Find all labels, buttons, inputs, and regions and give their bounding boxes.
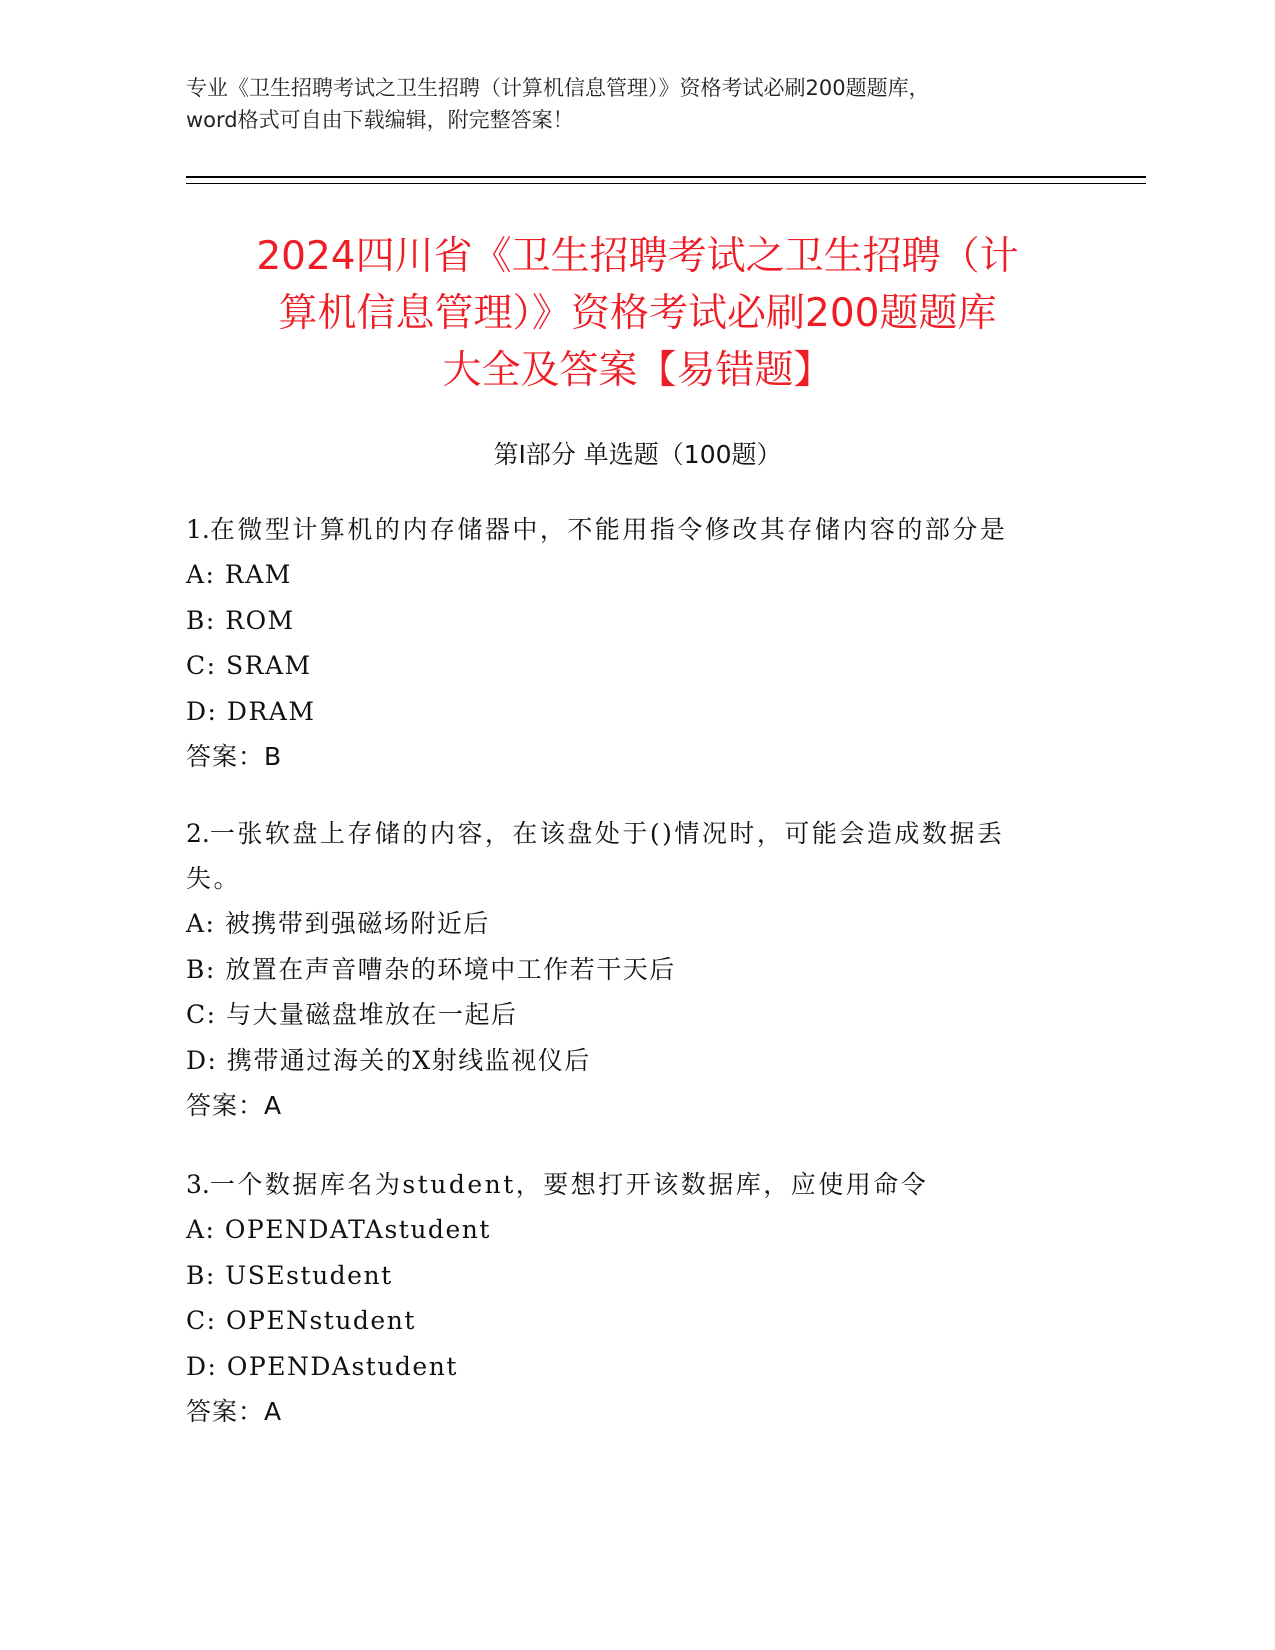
question-stem-line-1: 一个数据库名为student，要想打开该数据库，应使用命令 <box>209 1170 929 1199</box>
question-number: 3. <box>186 1170 210 1199</box>
question-number: 2. <box>186 819 210 848</box>
header-note-line-1: 专业《卫生招聘考试之卫生招聘（计算机信息管理）》资格考试必刷200题题库， <box>186 76 930 100</box>
option-d: D: DRAM <box>186 696 316 726</box>
question-1 <box>186 507 1066 779</box>
answer: 答案：B <box>186 742 283 771</box>
option-b: B: USEstudent <box>186 1260 393 1290</box>
option-c: C: SRAM <box>186 651 312 680</box>
question-3 <box>186 1162 1066 1434</box>
question-text <box>186 507 1066 552</box>
option-c: C: 与大量磁盘堆放在一起后 <box>186 1000 518 1029</box>
option-b: B: 放置在声音嘈杂的环境中工作若干天后 <box>186 954 676 984</box>
document-title <box>150 228 1125 399</box>
option-a: A: RAM <box>186 560 292 589</box>
question-stem-line-1: 一张软盘上存储的内容，在该盘处于()情况时，可能会造成数据丢 <box>209 819 1005 848</box>
section-heading: 第Ⅰ部分 单选题（100题） <box>493 440 782 469</box>
option-d: D: OPENDAstudent <box>186 1351 458 1381</box>
option-c: C: OPENstudent <box>186 1306 416 1335</box>
question-2 <box>186 811 1066 1128</box>
question-number: 1. <box>186 515 210 544</box>
question-text <box>186 1162 1066 1207</box>
answer: 答案：A <box>186 1091 283 1120</box>
option-d: D: 携带通过海关的X射线监视仪后 <box>186 1045 591 1075</box>
title-line-3: 大全及答案【易错题】 <box>442 348 833 393</box>
question-stem-line-1: 在微型计算机的内存储器中，不能用指令修改其存储内容的部分是 <box>209 515 1008 544</box>
answer: 答案：A <box>186 1397 283 1426</box>
option-a: A: 被携带到强磁场附近后 <box>186 909 490 938</box>
question-stem-line-2: 失。 <box>186 864 242 893</box>
header-note-line-2: word格式可自由下载编辑，附完整答案！ <box>186 108 574 132</box>
question-text <box>186 811 1066 856</box>
title-line-1: 2024四川省《卫生招聘考试之卫生招聘（计 <box>256 234 1019 279</box>
title-line-2: 算机信息管理）》资格考试必刷200题题库 <box>278 291 997 336</box>
header-divider-thick <box>186 176 1146 178</box>
header-divider-thin <box>186 183 1146 184</box>
option-a: A: OPENDATAstudent <box>186 1215 491 1244</box>
document-header-note <box>186 72 1086 136</box>
option-b: B: ROM <box>186 605 295 635</box>
